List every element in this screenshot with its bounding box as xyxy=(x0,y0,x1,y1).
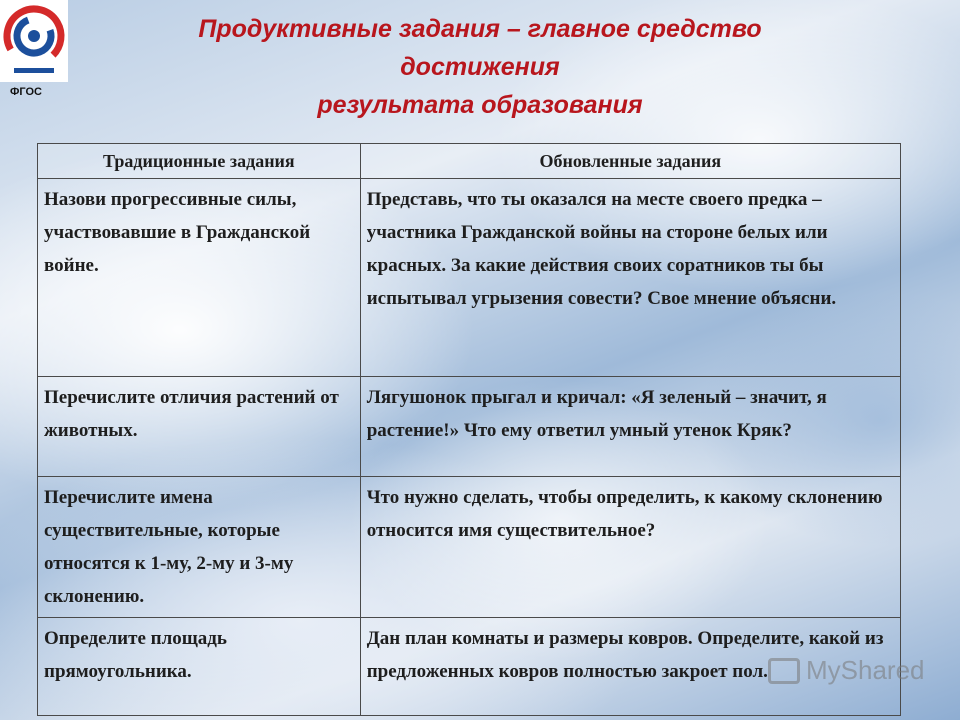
cell-traditional: Назови прогрессивные силы, участвовавшие в Гражданской войне. xyxy=(38,179,361,377)
page-title xyxy=(100,10,860,124)
title-line-2: достижения xyxy=(400,53,560,81)
cell-updated: Представь, что ты оказался на месте своего предка – участника Гражданской войны на стороне белых или красных. За какие действия своих соратников ты бы испытывал угрызения совести? Свое мнение объясни. xyxy=(360,179,900,377)
cell-traditional: Определите площадь прямоугольника. xyxy=(38,618,361,716)
cell-traditional: Перечислите имена существительные, которые относятся к 1-му, 2-му и 3-му склонению. xyxy=(38,477,361,618)
fgos-logo xyxy=(0,0,68,82)
fgos-emblem-icon xyxy=(0,0,68,82)
title-line-1: Продуктивные задания – главное средство xyxy=(198,15,762,43)
table-row xyxy=(38,377,901,477)
presentation-icon xyxy=(768,658,800,684)
watermark-text: MyShared xyxy=(806,655,925,685)
fgos-label: ФГОС xyxy=(10,86,42,98)
table-header-row xyxy=(38,144,901,179)
cell-updated: Дан план комнаты и размеры ковров. Определите, какой из предложенных ковров полностью закроет пол. xyxy=(360,618,900,716)
watermark xyxy=(768,655,925,686)
cell-traditional: Перечислите отличия растений от животных. xyxy=(38,377,361,477)
title-line-3: результата образования xyxy=(317,91,643,119)
comparison-table xyxy=(37,143,901,716)
header-traditional: Традиционные задания xyxy=(38,144,361,179)
cell-updated: Что нужно сделать, чтобы определить, к какому склонению относится имя существительное? xyxy=(360,477,900,618)
table-row xyxy=(38,477,901,618)
header-updated: Обновленные задания xyxy=(360,144,900,179)
cell-updated: Лягушонок прыгал и кричал: «Я зеленый – значит, я растение!» Что ему ответил умный утенок Кряк? xyxy=(360,377,900,477)
table-row xyxy=(38,179,901,377)
